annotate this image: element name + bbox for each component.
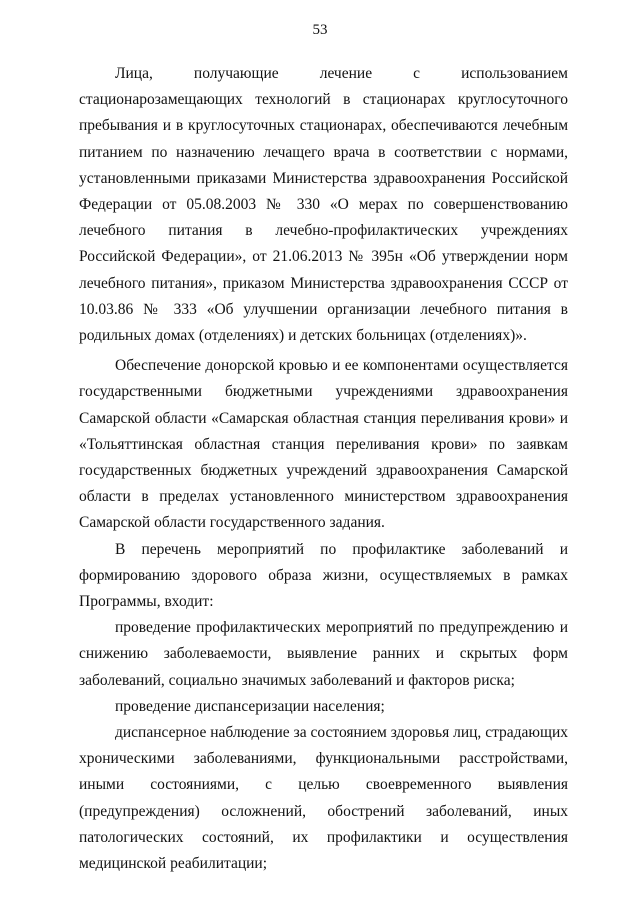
list-item-dispensarization: проведение диспансеризации населения; [115,697,385,715]
list-item-dispensary-observation: диспансерное наблюдение за состоянием здоровья лиц, страдающих хроническими заболеваниями, функциональными расстройствами, иными состояниями, с целью своевременного выявления (предупреждения) осложнений, обострений заболеваний, иных патологических состояний, их профилактики и осуществления медицинской реабилитации; [79,724,568,873]
page-number: 53 [312,22,328,38]
list-item-preventive-measures: проведение профилактических мероприятий по предупреждению и снижению заболеваемости, выявление ранних и скрытых форм заболеваний, социально значимых заболеваний и факторов риска; [79,619,568,689]
paragraph-therapeutic-nutrition: Лица, получающие лечение с использованием стационарозамещающих технологий в стационарах круглосуточного пребывания и в круглосуточных стационарах, обеспечиваются лечебным питанием по назначению лечащего врача в соответствии с нормами, установленными приказами Министерства здравоохранения Российской Федерации от 05.08.2003 № 330 «О мерах по совершенствованию лечебного питания в лечебно-профилактических учреждениях Российской Федерации», от 21.06.2013 № 395н «Об утверждении норм лечебного питания», приказом Министерства здравоохранения СССР от 10.03.86 № 333 «Об улучшении организации лечебного питания в родильных домах (отделениях) и детских больницах (отделениях)». [79,65,568,345]
document-body [79,61,568,877]
paragraph-donor-blood: Обеспечение донорской кровью и ее компонентами осуществляется государственными бюджетными учреждениями здравоохранения Самарской области «Самарская областная станция переливания крови» и «Тольяттинская областная станция переливания крови» по заявкам государственных бюджетных учреждений здравоохранения Самарской области в пределах установленного министерством здравоохранения Самарской области государственного задания. [79,357,568,532]
paragraph-prevention-intro: В перечень мероприятий по профилактике заболеваний и формированию здорового образа жизни, осуществляемых в рамках Программы, входит: [79,540,568,611]
